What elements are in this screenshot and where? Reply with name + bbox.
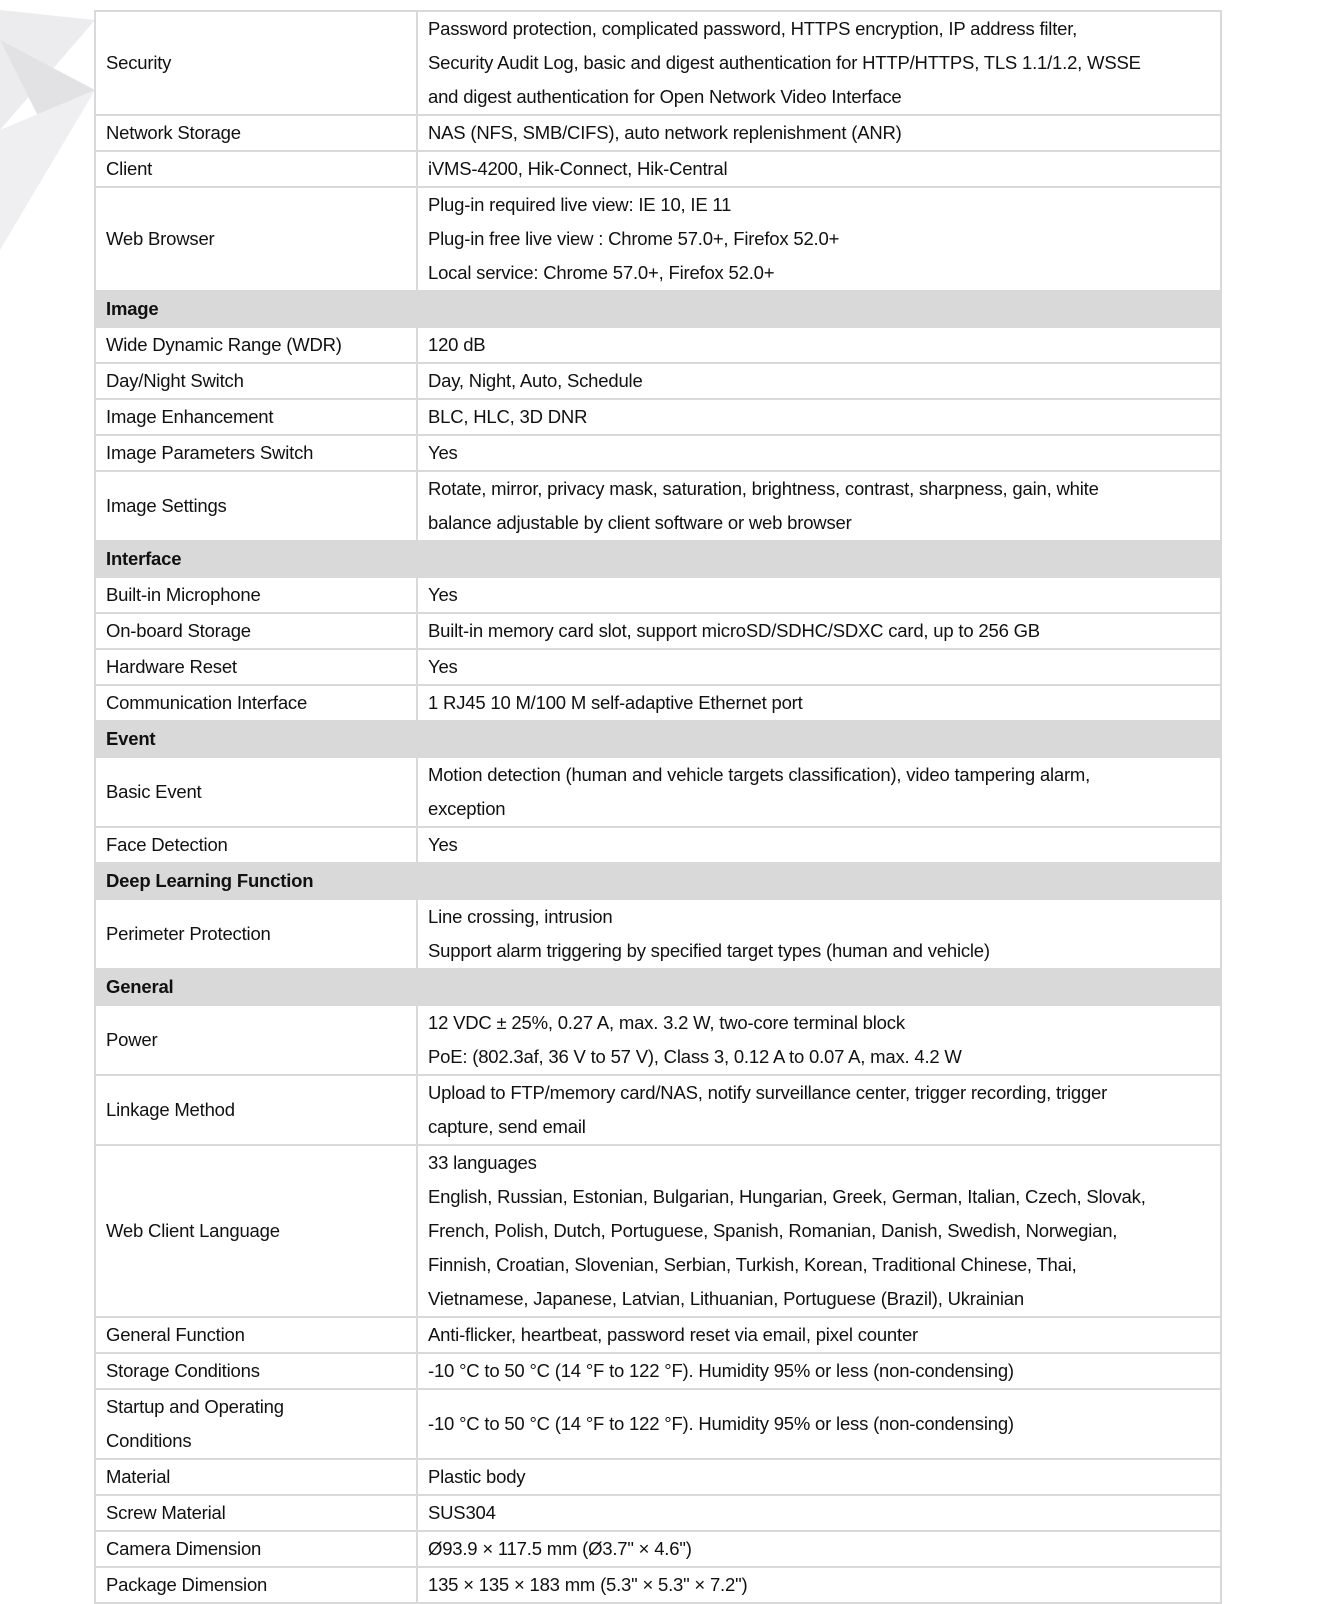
spec-value-line: Plastic body	[428, 1466, 526, 1487]
spec-value-line: Vietnamese, Japanese, Latvian, Lithuanian, Portuguese (Brazil), Ukrainian	[428, 1288, 1024, 1309]
spec-value	[417, 11, 1221, 115]
table-row	[95, 757, 1221, 827]
spec-label	[95, 649, 417, 685]
spec-value	[417, 685, 1221, 721]
spec-value-line: Anti-flicker, heartbeat, password reset via email, pixel counter	[428, 1324, 919, 1345]
spec-label	[95, 11, 417, 115]
table-row	[95, 1459, 1221, 1495]
table-row	[95, 1567, 1221, 1603]
spec-label	[95, 1531, 417, 1567]
spec-label-line: Conditions	[106, 1430, 192, 1451]
spec-label-line: Web Client Language	[106, 1220, 280, 1241]
spec-value-line: Day, Night, Auto, Schedule	[428, 370, 643, 391]
spec-value-line: Password protection, complicated password, HTTPS encryption, IP address filter,	[428, 18, 1078, 39]
spec-value-line: Upload to FTP/memory card/NAS, notify surveillance center, trigger recording, trigger	[428, 1082, 1108, 1103]
section-header	[95, 541, 1221, 577]
section-header	[95, 291, 1221, 327]
spec-label-line: Security	[106, 52, 172, 73]
spec-label	[95, 115, 417, 151]
spec-value-line: Motion detection (human and vehicle targets classification), video tampering alarm,	[428, 764, 1091, 785]
spec-label-line: Power	[106, 1029, 158, 1050]
spec-label	[95, 1075, 417, 1145]
spec-value-line: Security Audit Log, basic and digest authentication for HTTP/HTTPS, TLS 1.1/1.2, WSSE	[428, 52, 1141, 73]
spec-label	[95, 577, 417, 613]
table-row	[95, 649, 1221, 685]
spec-value-line: NAS (NFS, SMB/CIFS), auto network replenishment (ANR)	[428, 122, 902, 143]
spec-label-line: Linkage Method	[106, 1099, 235, 1120]
table-row	[95, 11, 1221, 115]
table-row	[95, 899, 1221, 969]
spec-value	[417, 1075, 1221, 1145]
table-row	[95, 1353, 1221, 1389]
spec-value-line: BLC, HLC, 3D DNR	[428, 406, 588, 427]
spec-value	[417, 757, 1221, 827]
spec-value	[417, 1389, 1221, 1459]
spec-label	[95, 1495, 417, 1531]
table-row	[95, 1005, 1221, 1075]
spec-value-line: SUS304	[428, 1502, 496, 1523]
spec-label	[95, 1005, 417, 1075]
spec-value-line: English, Russian, Estonian, Bulgarian, Hungarian, Greek, German, Italian, Czech, Slovak,	[428, 1186, 1146, 1207]
spec-label-line: Startup and Operating	[106, 1396, 284, 1417]
table-row	[95, 435, 1221, 471]
spec-label	[95, 1317, 417, 1353]
spec-value-line: 33 languages	[428, 1152, 537, 1173]
spec-label	[95, 899, 417, 969]
spec-value	[417, 1317, 1221, 1353]
table-row	[95, 685, 1221, 721]
spec-value-line: 135 × 135 × 183 mm (5.3" × 5.3" × 7.2")	[428, 1574, 748, 1595]
spec-label-line: Basic Event	[106, 781, 202, 802]
spec-value-line: -10 °C to 50 °C (14 °F to 122 °F). Humidity 95% or less (non-condensing)	[428, 1413, 1014, 1434]
spec-value-line: Ø93.9 × 117.5 mm (Ø3.7" × 4.6")	[428, 1538, 692, 1559]
spec-value-line: 120 dB	[428, 334, 486, 355]
spec-label	[95, 327, 417, 363]
spec-label	[95, 363, 417, 399]
spec-value-line: iVMS-4200, Hik-Connect, Hik-Central	[428, 158, 728, 179]
spec-label	[95, 1145, 417, 1317]
table-row	[95, 1317, 1221, 1353]
table-row	[95, 187, 1221, 291]
spec-label-line: Web Browser	[106, 228, 215, 249]
spec-label-line: Package Dimension	[106, 1574, 268, 1595]
spec-label-line: Screw Material	[106, 1502, 226, 1523]
spec-value-line: Line crossing, intrusion	[428, 906, 613, 927]
spec-label	[95, 757, 417, 827]
spec-label-line: General Function	[106, 1324, 245, 1345]
spec-value	[417, 1531, 1221, 1567]
spec-label	[95, 1567, 417, 1603]
section-header	[95, 721, 1221, 757]
spec-value	[417, 1495, 1221, 1531]
table-row	[95, 1145, 1221, 1317]
spec-label-line: Wide Dynamic Range (WDR)	[106, 334, 342, 355]
spec-value-line: 1 RJ45 10 M/100 M self-adaptive Ethernet port	[428, 692, 803, 713]
table-row	[95, 1495, 1221, 1531]
spec-value	[417, 899, 1221, 969]
spec-label	[95, 471, 417, 541]
spec-label	[95, 151, 417, 187]
spec-value	[417, 187, 1221, 291]
table-row	[95, 115, 1221, 151]
spec-label-line: Image Enhancement	[106, 406, 274, 427]
spec-label-line: Client	[106, 158, 153, 179]
spec-table	[94, 10, 1222, 1604]
table-row	[95, 327, 1221, 363]
section-title: General	[95, 969, 1221, 1005]
spec-label-line: Built-in Microphone	[106, 584, 261, 605]
spec-label	[95, 1459, 417, 1495]
spec-value	[417, 613, 1221, 649]
spec-value	[417, 577, 1221, 613]
spec-value	[417, 1145, 1221, 1317]
spec-label-line: Hardware Reset	[106, 656, 237, 677]
spec-value	[417, 1459, 1221, 1495]
table-row	[95, 613, 1221, 649]
spec-value-line: Built-in memory card slot, support microSD/SDHC/SDXC card, up to 256 GB	[428, 620, 1040, 641]
spec-value	[417, 1353, 1221, 1389]
spec-value-line: Local service: Chrome 57.0+, Firefox 52.0+	[428, 262, 775, 283]
spec-value-line: PoE: (802.3af, 36 V to 57 V), Class 3, 0.12 A to 0.07 A, max. 4.2 W	[428, 1046, 962, 1067]
spec-label	[95, 1389, 417, 1459]
table-row	[95, 827, 1221, 863]
table-row	[95, 471, 1221, 541]
spec-label-line: On-board Storage	[106, 620, 251, 641]
spec-value-line: Yes	[428, 656, 458, 677]
spec-label-line: Camera Dimension	[106, 1538, 262, 1559]
spec-label-line: Communication Interface	[106, 692, 308, 713]
spec-label	[95, 827, 417, 863]
spec-value	[417, 827, 1221, 863]
spec-value-line: Finnish, Croatian, Slovenian, Serbian, Turkish, Korean, Traditional Chinese, Thai,	[428, 1254, 1077, 1275]
spec-label-line: Material	[106, 1466, 171, 1487]
spec-value-line: Support alarm triggering by specified target types (human and vehicle)	[428, 940, 990, 961]
spec-value-line: and digest authentication for Open Network Video Interface	[428, 86, 902, 107]
spec-label	[95, 187, 417, 291]
spec-value-line: Yes	[428, 584, 458, 605]
table-row	[95, 577, 1221, 613]
spec-label-line: Image Settings	[106, 495, 227, 516]
spec-label-line: Image Parameters Switch	[106, 442, 314, 463]
spec-label-line: Face Detection	[106, 834, 228, 855]
spec-value	[417, 115, 1221, 151]
spec-value-line: -10 °C to 50 °C (14 °F to 122 °F). Humidity 95% or less (non-condensing)	[428, 1360, 1014, 1381]
spec-value-line: balance adjustable by client software or web browser	[428, 512, 852, 533]
table-row	[95, 363, 1221, 399]
section-title: Deep Learning Function	[95, 863, 1221, 899]
table-row	[95, 151, 1221, 187]
section-header	[95, 863, 1221, 899]
spec-label-line: Perimeter Protection	[106, 923, 271, 944]
watermark-logo-icon	[0, 0, 100, 260]
spec-label	[95, 613, 417, 649]
section-title: Event	[95, 721, 1221, 757]
spec-value-line: exception	[428, 798, 506, 819]
spec-value	[417, 151, 1221, 187]
table-row	[95, 1531, 1221, 1567]
spec-value-line: Plug-in required live view: IE 10, IE 11	[428, 194, 732, 215]
spec-value-line: Yes	[428, 442, 458, 463]
spec-value	[417, 649, 1221, 685]
spec-label-line: Day/Night Switch	[106, 370, 244, 391]
spec-label-line: Network Storage	[106, 122, 241, 143]
spec-value-line: capture, send email	[428, 1116, 586, 1137]
spec-value-line: French, Polish, Dutch, Portuguese, Spanish, Romanian, Danish, Swedish, Norwegian,	[428, 1220, 1118, 1241]
table-row	[95, 1389, 1221, 1459]
section-title: Interface	[95, 541, 1221, 577]
spec-label	[95, 1353, 417, 1389]
spec-value	[417, 327, 1221, 363]
spec-value	[417, 399, 1221, 435]
spec-value	[417, 363, 1221, 399]
section-header	[95, 969, 1221, 1005]
spec-value-line: 12 VDC ± 25%, 0.27 A, max. 3.2 W, two-core terminal block	[428, 1012, 905, 1033]
spec-value	[417, 435, 1221, 471]
spec-label	[95, 399, 417, 435]
spec-value-line: Rotate, mirror, privacy mask, saturation, brightness, contrast, sharpness, gain, white	[428, 478, 1099, 499]
spec-label-line: Storage Conditions	[106, 1360, 260, 1381]
spec-value	[417, 1567, 1221, 1603]
table-row	[95, 399, 1221, 435]
section-title: Image	[95, 291, 1221, 327]
spec-value-line: Yes	[428, 834, 458, 855]
spec-label	[95, 685, 417, 721]
spec-label	[95, 435, 417, 471]
spec-value	[417, 1005, 1221, 1075]
table-row	[95, 1075, 1221, 1145]
spec-value	[417, 471, 1221, 541]
spec-value-line: Plug-in free live view : Chrome 57.0+, Firefox 52.0+	[428, 228, 840, 249]
